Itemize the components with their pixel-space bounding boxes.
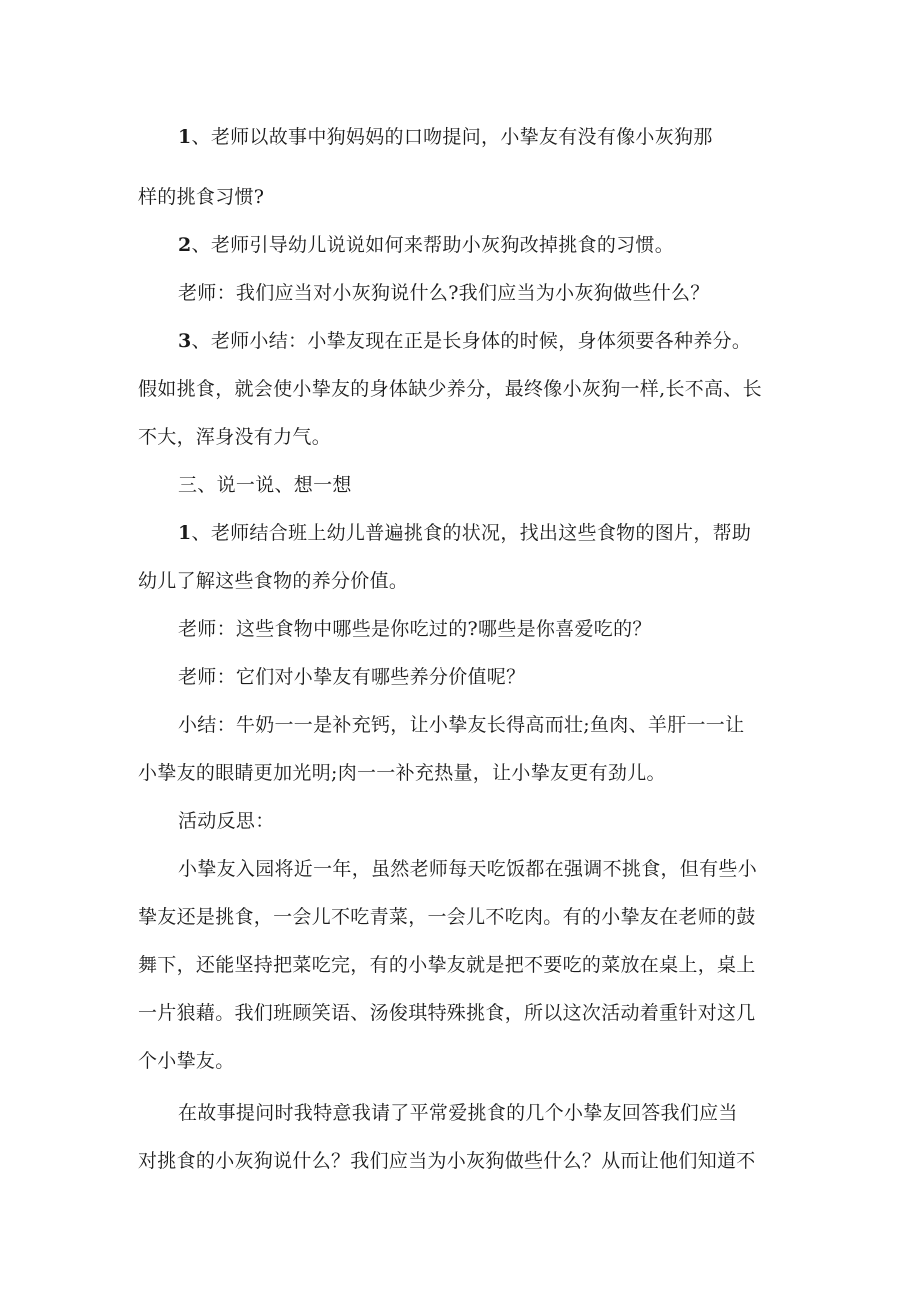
text-line [178, 281, 710, 305]
line-text: 在故事提问时我特意我请了平常爱挑食的几个小挚友回答我们应当 [178, 1102, 738, 1124]
line-text: 舞下，还能坚持把菜吃完，有的小挚友就是把不要吃的菜放在桌上，桌上 [138, 954, 756, 976]
line-text: 老师：这些食物中哪些是你吃过的?哪些是你喜爱吃的？ [178, 618, 652, 640]
text-line [178, 125, 713, 149]
list-number: 1 [178, 126, 192, 148]
line-text: 小挚友入园将近一年，虽然老师每天吃饭都在强调不挑食，但有些小 [178, 858, 758, 880]
text-line [178, 329, 751, 353]
section-heading [178, 473, 352, 497]
line-text: 三、说一说、想一想 [178, 474, 352, 496]
list-number: 1 [178, 522, 192, 544]
text-line [138, 185, 264, 209]
text-line [178, 713, 744, 737]
list-number: 2 [178, 234, 192, 256]
line-text: 小挚友的眼睛更加光明;肉一一补充热量，让小挚友更有劲儿。 [138, 762, 666, 784]
line-text: 挚友还是挑食，一会儿不吃青菜，一会儿不吃肉。有的小挚友在老师的鼓 [138, 906, 756, 928]
text-line [178, 617, 652, 641]
text-line [138, 425, 331, 449]
line-text: 样的挑食习惯? [138, 186, 265, 208]
line-text: 老师：它们对小挚友有哪些养分价值呢？ [178, 666, 526, 688]
line-text: 小结：牛奶一一是补充钙，让小挚友长得高而壮;鱼肉、羊肝一一让 [178, 714, 745, 736]
text-line [178, 1101, 738, 1125]
line-text: 、老师引导幼儿说说如何来帮助小灰狗改掉挑食的习惯。 [191, 234, 675, 256]
line-text: 老师：我们应当对小灰狗说什么?我们应当为小灰狗做些什么？ [178, 282, 710, 304]
text-line [138, 1149, 756, 1173]
line-text: 一片狼藉。我们班顾笑语、汤俊琪特殊挑食，所以这次活动着重针对这几 [138, 1002, 756, 1024]
list-number: 3 [178, 330, 192, 352]
text-line [178, 521, 751, 545]
text-line [138, 761, 666, 785]
text-line [178, 233, 674, 257]
text-line [138, 377, 762, 401]
line-text: 活动反思： [178, 810, 275, 832]
text-line [138, 1049, 235, 1073]
line-text: 假如挑食，就会使小挚友的身体缺少养分，最终像小灰狗一样,长不高、长 [138, 378, 762, 400]
text-line [138, 569, 408, 593]
section-heading [178, 809, 275, 833]
line-text: 、老师以故事中狗妈妈的口吻提问，小挚友有没有像小灰狗那 [191, 126, 713, 148]
text-line [138, 905, 756, 929]
text-line [178, 857, 757, 881]
line-text: 个小挚友。 [138, 1050, 235, 1072]
line-text: 、老师结合班上幼儿普遍挑食的状况，找出这些食物的图片，帮助 [191, 522, 752, 544]
line-text: 不大，浑身没有力气。 [138, 426, 332, 448]
line-text: 幼儿了解这些食物的养分价值。 [138, 570, 409, 592]
line-text: 、老师小结：小挚友现在正是长身体的时候，身体须要各种养分。 [191, 330, 752, 352]
text-line [138, 1001, 756, 1025]
line-text: 对挑食的小灰狗说什么？我们应当为小灰狗做些什么？从而让他们知道不 [138, 1150, 756, 1172]
text-line [178, 665, 525, 689]
text-line [138, 953, 756, 977]
